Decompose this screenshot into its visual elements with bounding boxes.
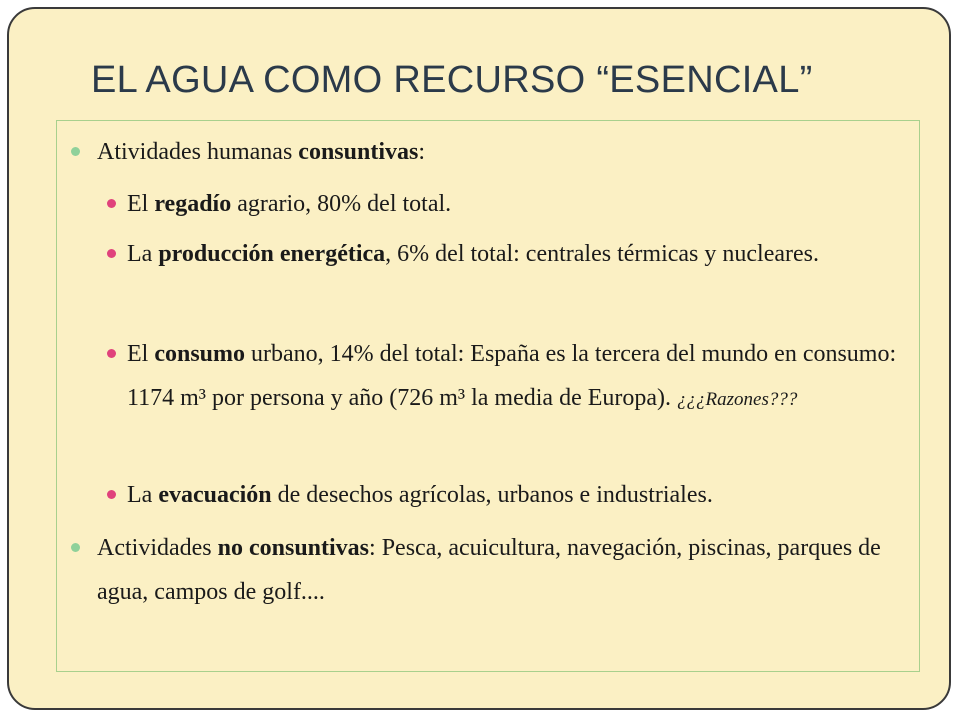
bullet-text-post: :: [418, 139, 426, 165]
bullet-consuntivas: [97, 130, 917, 174]
bullet-text-pre: Actividades: [97, 535, 218, 561]
bullet-produccion: [127, 232, 917, 276]
content-box: [56, 120, 920, 672]
bullet-text-bold: regadío: [154, 191, 232, 217]
bullet-text-bold: no consuntivas: [217, 535, 370, 561]
bullet-text-post: agrario, 80% del total.: [231, 191, 452, 217]
bullet-evacuacion: [127, 473, 917, 517]
bullet-text-italic: ¿¿¿Razones???: [677, 389, 798, 410]
bullet-text-bold: consuntivas: [298, 139, 419, 165]
bullet-text-bold: evacuación: [158, 482, 272, 508]
bullet-text-bold: consumo: [154, 341, 246, 367]
bullet-dot-icon: [107, 349, 116, 358]
bullet-text-post: : Pesca, acuicultura, navegación, piscinas, parques de agua, campos de golf....: [97, 535, 881, 605]
bullet-dot-icon: [71, 543, 80, 552]
bullet-dot-icon: [107, 490, 116, 499]
bullet-text-pre: El: [127, 341, 155, 367]
bullet-text-post: , 6% del total: centrales térmicas y nucleares.: [385, 241, 819, 267]
bullet-text-post: de desechos agrícolas, urbanos e industriales.: [271, 482, 713, 508]
bullet-text-pre: La: [127, 241, 159, 267]
bullet-dot-icon: [107, 249, 116, 258]
slide-title: EL AGUA COMO RECURSO “ESENCIAL”: [91, 59, 813, 101]
bullet-text-post: urbano, 14% del total: España es la tercera del mundo en consumo: 1174 m³ por persona y año (726 m³ la media de Europa).: [127, 341, 897, 411]
bullet-text-pre: El: [127, 191, 155, 217]
bullet-consumo: [127, 332, 917, 422]
bullet-text-bold: producción energética: [158, 241, 386, 267]
bullet-dot-icon: [107, 199, 116, 208]
bullet-dot-icon: [71, 147, 80, 156]
bullet-text-pre: La: [127, 482, 159, 508]
bullet-regadio: [127, 182, 917, 226]
bullet-no-consuntivas: [97, 526, 917, 614]
bullet-text-pre: Atividades humanas: [97, 139, 299, 165]
